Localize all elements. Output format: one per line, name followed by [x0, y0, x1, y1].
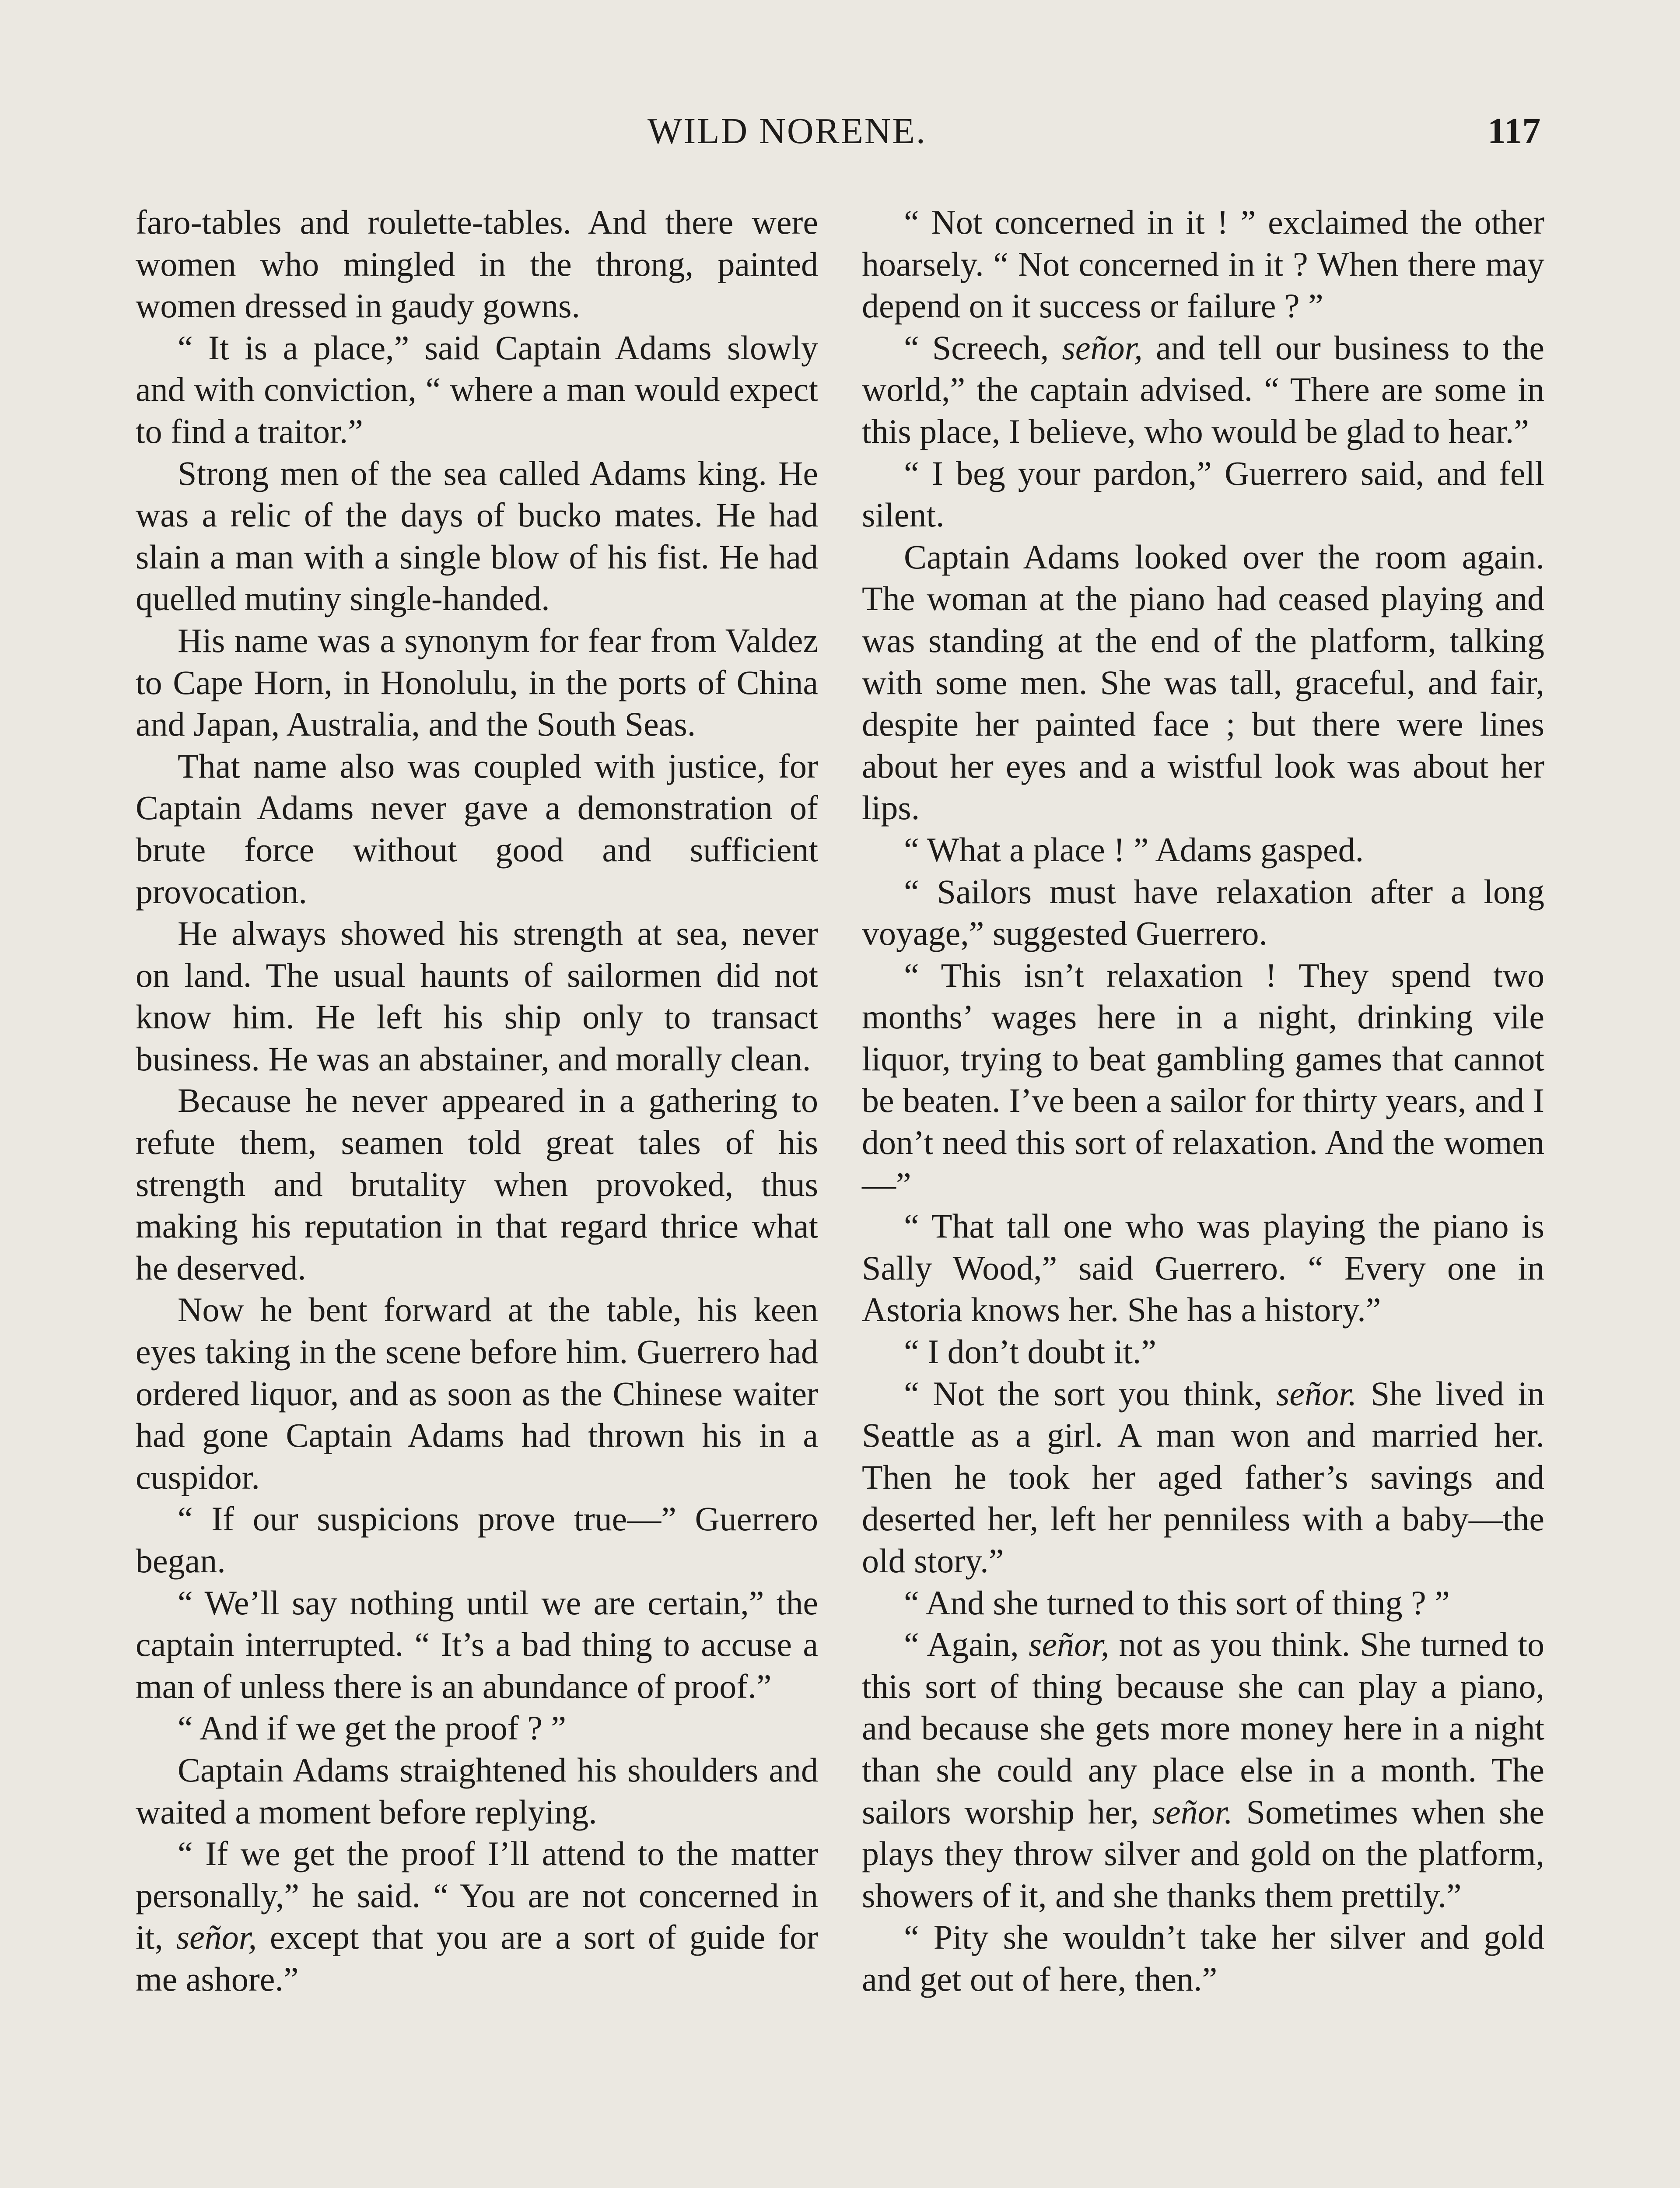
- paragraph: That name also was coupled with justice, for Captain Adams never gave a demonstration of brute force without good and sufficient provocation.: [136, 747, 818, 911]
- paragraph: “ That tall one who was playing the piano is Sally Wood,” said Guerrero. “ Every one in Astoria knows her. She has a history.”: [862, 1207, 1544, 1329]
- paragraph: Strong men of the sea called Adams king. He was a relic of the days of bucko mates. He had slain a man with a single blow of his fist. He had quelled mutiny single-handed.: [136, 454, 818, 618]
- italic-word: señor,: [1029, 1625, 1110, 1664]
- paragraph: “ If our suspicions prove true—” Guerrero began.: [136, 1500, 818, 1580]
- italic-word: señor.: [1276, 1374, 1357, 1413]
- paragraph: His name was a synonym for fear from Valdez to Cape Horn, in Honolulu, in the ports of China and Japan, Australia, and the South Seas.: [136, 621, 818, 743]
- paragraph: “ Pity she wouldn’t take her silver and gold and get out of here, then.”: [862, 1918, 1544, 1998]
- paragraph: [862, 1623, 1544, 1916]
- text-run: “ If we get the proof I’ll attend to the matter personally,” he said. “ You are not concerned in it,: [136, 1834, 818, 1957]
- paragraph: Because he never appeared in a gathering to refute them, seamen told great tales of his strength and brutality when provoked, thus making his reputation in that regard thrice what he deserved.: [136, 1081, 818, 1287]
- paragraph: [862, 327, 1544, 452]
- italic-word: señor.: [1152, 1792, 1233, 1831]
- text-run: except that you are a sort of guide for me ashore.”: [136, 1918, 819, 1998]
- paragraph: faro-tables and roulette-tables. And there were women who mingled in the throng, painted women dressed in gaudy gowns.: [136, 203, 818, 325]
- paragraph: “ This isn’t relaxation ! They spend two months’ wages here in a night, drinking vile liquor, trying to beat gambling games that cannot be beaten. I’ve been a sailor for thirty years, and I don’t need this sort of relaxation. And the women—”: [862, 956, 1544, 1203]
- paragraph: [862, 1373, 1544, 1582]
- text-run: “ Again,: [904, 1625, 1029, 1664]
- text-run: Sometimes when she plays they throw silver and gold on the platform, showers of it, and she thanks them prettily.”: [862, 1792, 1544, 1914]
- page-number: 117: [1488, 111, 1541, 151]
- left-column: [136, 201, 818, 2000]
- paragraph: “ And if we get the proof ? ”: [178, 1709, 567, 1747]
- right-column: [862, 201, 1544, 2000]
- running-title: WILD NORENE.: [648, 111, 927, 151]
- paragraph: Captain Adams straightened his shoulders and waited a moment before replying.: [136, 1750, 818, 1831]
- paragraph: He always showed his strength at sea, never on land. The usual haunts of sailormen did not know him. He left his ship only to transact business. He was an abstainer, and morally clean.: [136, 914, 818, 1078]
- paragraph: Captain Adams looked over the room again. The woman at the piano had ceased playing and was standing at the end of the platform, talking with some men. She was tall, graceful, and fair, despite her painted face ; but there were lines about her eyes and a wistful look was about her lips.: [862, 537, 1544, 827]
- text-run: She lived in Seattle as a girl. A man won and married her. Then he took her aged father’s savings and deserted her, left her penniless with a baby—the old story.”: [862, 1374, 1544, 1580]
- text-run: “ Not the sort you think,: [904, 1374, 1277, 1413]
- paragraph: “ What a place ! ” Adams gasped.: [904, 830, 1364, 869]
- paragraph: “ I beg your pardon,” Guerrero said, and fell silent.: [862, 454, 1544, 534]
- paragraph: Now he bent forward at the table, his keen eyes taking in the scene before him. Guerrero had ordered liquor, and as soon as the Chinese waiter had gone Captain Adams had thrown his in a cuspidor.: [136, 1290, 818, 1496]
- italic-word: señor,: [176, 1918, 257, 1957]
- paragraph: “ It is a place,” said Captain Adams slowly and with conviction, “ where a man would expect to find a traitor.”: [136, 328, 818, 450]
- paragraph: “ And she turned to this sort of thing ? ”: [904, 1583, 1450, 1622]
- text-run: “ Screech,: [904, 328, 1062, 367]
- paragraph: “ Not concerned in it ! ” exclaimed the other hoarsely. “ Not concerned in it ? When there may depend on it success or failure ? ”: [862, 203, 1544, 325]
- paragraph: [136, 1833, 818, 2000]
- italic-word: señor,: [1062, 328, 1143, 367]
- text-run: and tell our business to the world,” the captain advised. “ There are some in this place, I believe, who would be glad to hear.”: [862, 328, 1544, 450]
- text-run: not as you think. She turned to this sort of thing because she can play a piano, and because she gets more money here in a night than she could any place else in a month. The sailors worship her,: [862, 1625, 1544, 1831]
- paragraph: “ I don’t doubt it.”: [904, 1332, 1156, 1371]
- paragraph: “ We’ll say nothing until we are certain,” the captain interrupted. “ It’s a bad thing to accuse a man of unless there is an abundance of proof.”: [136, 1583, 818, 1705]
- paragraph: “ Sailors must have relaxation after a long voyage,” suggested Guerrero.: [862, 872, 1544, 953]
